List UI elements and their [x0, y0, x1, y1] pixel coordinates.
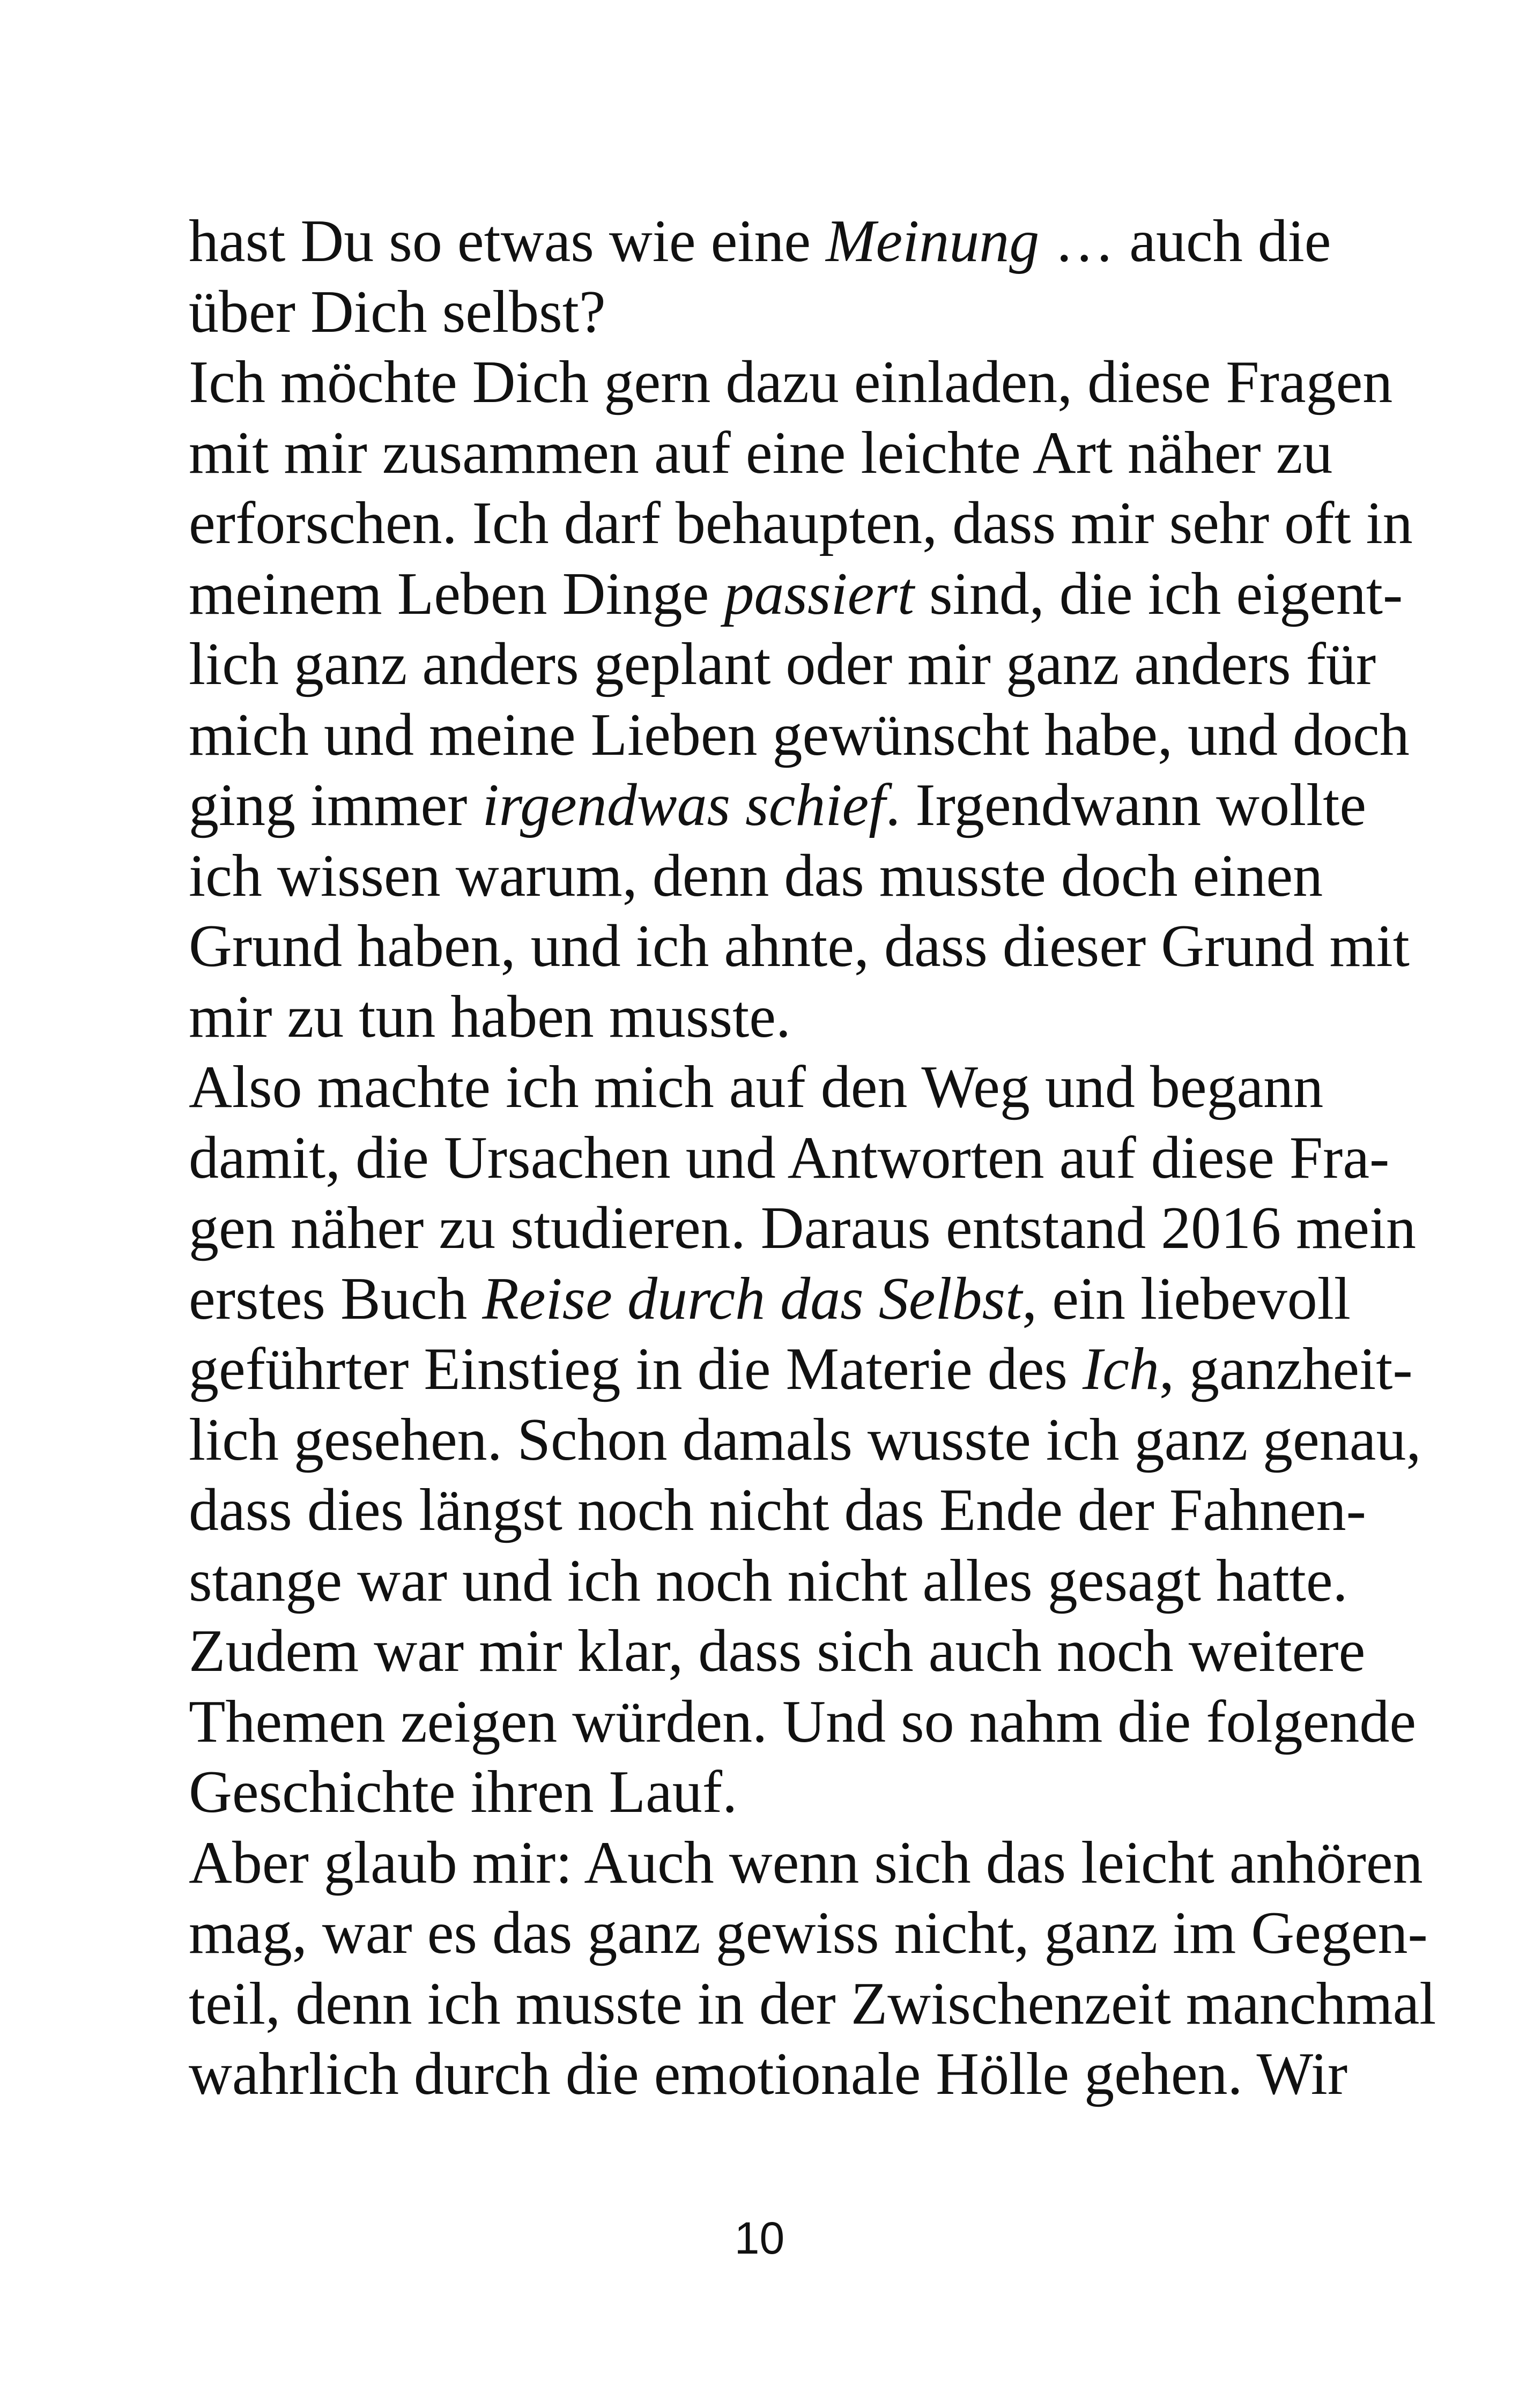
- text-segment: Grund haben, und ich ahnte, dass dieser Grund mit: [189, 913, 1410, 979]
- text-line: [189, 1405, 1421, 1476]
- text-segment: mich und meine Lieben gewünscht habe, und doch: [189, 701, 1410, 768]
- text-line: [189, 841, 1323, 912]
- text-segment: erforschen. Ich darf behaupten, dass mir sehr oft in: [189, 490, 1413, 556]
- text-segment: lich gesehen. Schon damals wusste ich ganz genau,: [189, 1406, 1421, 1473]
- text-line: [189, 982, 1300, 1053]
- italic-text: irgendwas schief: [482, 772, 886, 838]
- text-line: [189, 1052, 1324, 1123]
- text-segment: geführter Einstieg in die Materie des: [189, 1336, 1083, 1402]
- text-segment: ging immer: [189, 772, 483, 838]
- text-segment: gen näher zu studieren. Daraus entstand 2016 mein: [189, 1195, 1417, 1261]
- text-segment: mir zu tun haben musste.: [189, 983, 791, 1050]
- text-line: [189, 347, 1393, 418]
- text-segment: … auch die: [1039, 208, 1331, 274]
- text-line: [189, 1123, 1390, 1194]
- text-line: [189, 1898, 1428, 1969]
- text-line: [189, 911, 1410, 982]
- text-segment: . Irgendwann wollte: [885, 772, 1367, 838]
- page-number: 10: [734, 2213, 785, 2263]
- italic-text: Ich: [1082, 1336, 1159, 1402]
- text-line: [189, 629, 1376, 700]
- text-line: [189, 1546, 1348, 1617]
- text-segment: Ich möchte Dich gern dazu einladen, diese Fragen: [189, 349, 1393, 415]
- text-segment: , ein liebevoll: [1022, 1265, 1351, 1332]
- text-segment: Themen zeigen würden. Und so nahm die folgende: [189, 1688, 1417, 1755]
- text-segment: mit mir zusammen auf eine leichte Art näher zu: [189, 419, 1333, 486]
- text-line: [189, 700, 1410, 771]
- text-segment: Also machte ich mich auf den Weg und begann: [189, 1054, 1324, 1120]
- text-segment: dass dies längst noch nicht das Ende der Fahnen-: [189, 1477, 1366, 1543]
- italic-text: passiert: [724, 560, 915, 627]
- text-line: [189, 206, 1331, 277]
- text-segment: sind, die ich eigent-: [914, 560, 1403, 627]
- text-line: [189, 1757, 1300, 1828]
- text-line: [189, 559, 1403, 630]
- text-segment: über Dich selbst?: [189, 278, 606, 345]
- text-line: [189, 2039, 1348, 2110]
- text-line: [189, 1687, 1417, 1758]
- text-segment: stange war und ich noch nicht alles gesagt hatte.: [189, 1547, 1348, 1614]
- italic-text: Reise durch das Selbst: [482, 1265, 1022, 1332]
- text-segment: erstes Buch: [189, 1265, 483, 1332]
- text-line: [189, 1969, 1436, 2040]
- text-line: [189, 1264, 1351, 1335]
- body-text: [189, 206, 1436, 2110]
- text-segment: mag, war es das ganz gewiss nicht, ganz im Gegen-: [189, 1900, 1428, 1966]
- text-segment: Zudem war mir klar, dass sich auch noch weitere: [189, 1618, 1366, 1684]
- text-segment: , ganzheit-: [1159, 1336, 1413, 1402]
- text-segment: Geschichte ihren Lauf.: [189, 1759, 738, 1825]
- italic-text: Meinung: [826, 208, 1040, 274]
- text-line: [189, 1616, 1366, 1687]
- text-segment: Aber glaub mir: Auch wenn sich das leicht anhören: [189, 1829, 1423, 1896]
- text-segment: ich wissen warum, denn das musste doch einen: [189, 842, 1323, 909]
- text-segment: wahrlich durch die emotionale Hölle gehen. Wir: [189, 2041, 1348, 2107]
- text-line: [189, 770, 1367, 841]
- text-segment: hast Du so etwas wie eine: [189, 208, 826, 274]
- text-line: [189, 418, 1333, 489]
- text-line: [189, 1334, 1413, 1405]
- text-line: [189, 488, 1413, 559]
- text-line: [189, 1475, 1366, 1546]
- text-segment: meinem Leben Dinge: [189, 560, 724, 627]
- text-segment: damit, die Ursachen und Antworten auf diese Fra-: [189, 1124, 1390, 1191]
- text-line: [189, 1828, 1423, 1899]
- text-line: [189, 1193, 1417, 1264]
- text-segment: lich ganz anders geplant oder mir ganz anders für: [189, 631, 1376, 697]
- text-segment: teil, denn ich musste in der Zwischenzeit manchmal: [189, 1970, 1436, 2037]
- text-line: [189, 277, 1300, 348]
